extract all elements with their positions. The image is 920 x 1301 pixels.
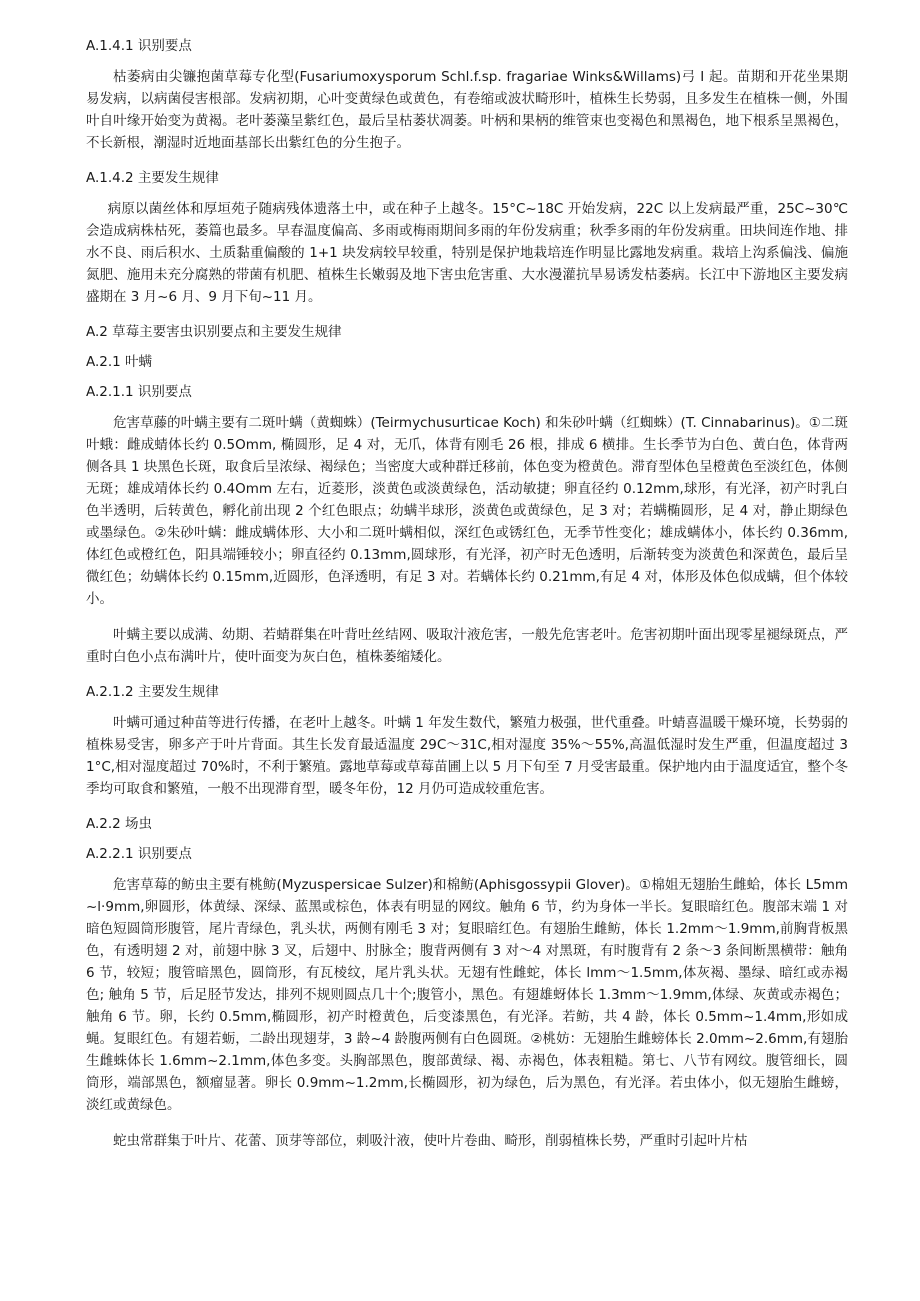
section-heading-a1-4-1: A.1.4.1 识别要点 [86, 38, 192, 54]
paragraph-wilt-occurrence: 病原以菌丝体和厚垣苑子随病残体遗落土中，或在种子上越冬。15°C~18C 开始发病，22C 以上发病最严重，25C~30℃会造成病株枯死，萎篇也最多。早春温度偏高、多雨或梅雨期间多雨的年份发病重；秋季多雨的年份发病重。田块间连作地、排水不良、雨后积水、土质黏重偏酸的 1+1 块发病较早较重，特别是保护地栽培连作明显比露地发病重。栽培上沟系偏浅、偏施氮肥、施用未充分腐熟的带菌有机肥、植株生长嫩弱及地下害虫危害重、大水漫灌抗旱易诱发枯萎病。长江中下游地区主要发病盛期在 3 月~6 月、9 月下旬~11 月。 [86, 201, 848, 305]
paragraph-aphid-damage: 蛇虫常群集于叶片、花蕾、顶芽等部位，刺吸汁液，使叶片卷曲、畸形，削弱植株长势，严重时引起叶片枯 [113, 1133, 748, 1149]
section-heading-a2-1-2: A.2.1.2 主要发生规律 [86, 684, 219, 700]
paragraph-mite-identification: 危害草藤的叶螨主要有二斑叶螨（黄蜘蛛）(Teirmychusurticae Koch) 和朱砂叶螨（红蜘蛛）(T. Cinnabarinus)。①二斑叶蛾：雌成蜻体长约 0.5Omm, 椭圆形，足 4 对，无爪，体背有刚毛 26 根，排成 6 横排。生长季节为白色、黄白色，体背两侧各具 1 块黑色长斑，取食后呈浓绿、褐绿色；当密度大或种群迁移前，体色变为橙黄色。滞育型体色呈橙黄色至淡红色，体侧无斑；雄成靖体长约 0.4Omm 左右，近菱形，淡黄色或淡黄绿色，活动敏捷；卵直径约 0.12mm,球形，有光泽，初产时乳白色半透明，后转黄色，孵化前出现 2 个红色眼点；幼螨半球形，淡黄色或黄绿色，足 3 对；若螨椭圆形，足 4 对，静止期绿色或墨绿色。②朱砂叶螨：雌成螨体形、大小和二斑叶螨相似，深红色或锈红色，无季节性变化；雄成螨体小，体长约 0.36mm,体红色或橙红色，阳具端锤较小；卵直径约 0.13mm,圆球形，有光泽，初产时无色透明，后渐转变为淡黄色和深黄色，最后呈微红色；幼螨体长约 0.15mm,近圆形，色泽透明，有足 3 对。若螨体长约 0.21mm,有足 4 对，体形及体色似成螨，但个体较小。 [86, 415, 848, 607]
section-heading-a2-2-1: A.2.2.1 识别要点 [86, 846, 192, 862]
paragraph-aphid-identification: 危害草莓的鲂虫主要有桃鲂(Myzuspersicae Sulzer)和棉鲂(Aphisgossypii Glover)。①棉姐无翅胎生雌蛤，体长 L5mm~l·9mm,卵圆形，体黄绿、深绿、蓝黑或棕色，体表有明显的网纹。触角 6 节，约为身体一半长。复眼暗红色。腹部末端 1 对暗色短圆筒形腹管，尾片青绿色，乳头状，两侧有刚毛 3 对；复眼暗红色。有翅胎生雌鲂，体长 1.2mm～1.9mm,前胸背板黑色，有透明翅 2 对，前翅中脉 3 叉，后翅中、肘脉全；腹背两侧有 3 对～4 对黑斑，有时腹背有 2 条～3 条间断黑横带：触角 6 节，较短；腹管暗黑色，圆筒形，有瓦棱纹，尾片乳头状。无翅有性雌蛇，体长 lmm～1.5mm,体灰褐、墨绿、暗红或赤褐色; 触角 5 节，后足胫节发达，排列不规则圆点几十个;腹管小，黑色。有翅雄蚜体长 1.3mm～1.9mm,体绿、灰黄或赤褐色；触角 6 节。卵，长约 0.5mm,椭圆形，初产时橙黄色，后变漆黑色，有光泽。若鲂，共 4 龄，体长 0.5mm~1.4mm,形如成蝇。复眼红色。有翅若蛎，二龄出现翅芽，3 龄~4 龄腹两侧有白色圆斑。②桃妨：无翅胎生雌螃体长 2.0mm~2.6mm,有翅胎生雌蛛体长 1.6mm~2.1mm,体色多变。头胸部黑色，腹部黄绿、褐、赤褐色，体表粗糙。第七、八节有网纹。腹管细长，圆筒形，端部黑色，额瘤显著。卵长 0.9mm~1.2mm,长椭圆形，初为绿色，后为黑色，有光泽。若虫体小，似无翅胎生雌螃，淡红或黄绿色。 [86, 877, 848, 1113]
section-heading-a2: A.2 草莓主要害虫识别要点和主要发生规律 [86, 324, 342, 340]
section-heading-a2-1: A.2.1 叶螨 [86, 354, 153, 370]
section-heading-a2-2: A.2.2 场虫 [86, 816, 153, 832]
paragraph-wilt-symptoms: 枯萎病由尖镰抱菌草莓专化型(Fusariumoxysporum Schl.f.sp. fragariae Winks&Willams)弓 I 起。苗期和开花坐果期易发病，以病菌侵害根部。发病初期，心叶变黄绿色或黄色，有卷缩或波状畸形叶，植株生长势弱，且多发生在植株一侧，外围叶自叶缘开始变为黄褐。老叶萎藻呈紫红色，最后呈枯萎状凋萎。叶柄和果柄的维管束也变褐色和黑褐色，地下根系呈黑褐色，不长新根，潮湿时近地面基部长出紫红色的分生抱子。 [86, 69, 848, 151]
paragraph-mite-damage: 叶螨主要以成满、幼期、若蜻群集在叶背吐丝结网、吸取汁液危害，一般先危害老叶。危害初期叶面出现零星褪绿斑点，严重时白色小点布满叶片，使叶面变为灰白色，植株萎缩矮化。 [86, 627, 848, 665]
section-heading-a2-1-1: A.2.1.1 识别要点 [86, 384, 192, 400]
paragraph-mite-occurrence: 叶螨可通过种苗等进行传播，在老叶上越冬。叶螨 1 年发生数代，繁殖力极强，世代重叠。叶蜻喜温暖干燥环境，长势弱的植株易受害，卵多产于叶片背面。其生长发育最适温度 29C～31C,相对湿度 35%～55%,高温低湿时发生严重，但温度超过 31°C,相对湿度超过 70%时，不利于繁殖。露地草莓或草莓苗圃上以 5 月下旬至 7 月受害最重。保护地内由于温度适宜，整个冬季均可取食和繁殖，一般不出现滞育型，暖冬年份，12 月仍可造成较重危害。 [86, 715, 848, 797]
section-heading-a1-4-2: A.1.4.2 主要发生规律 [86, 170, 219, 186]
